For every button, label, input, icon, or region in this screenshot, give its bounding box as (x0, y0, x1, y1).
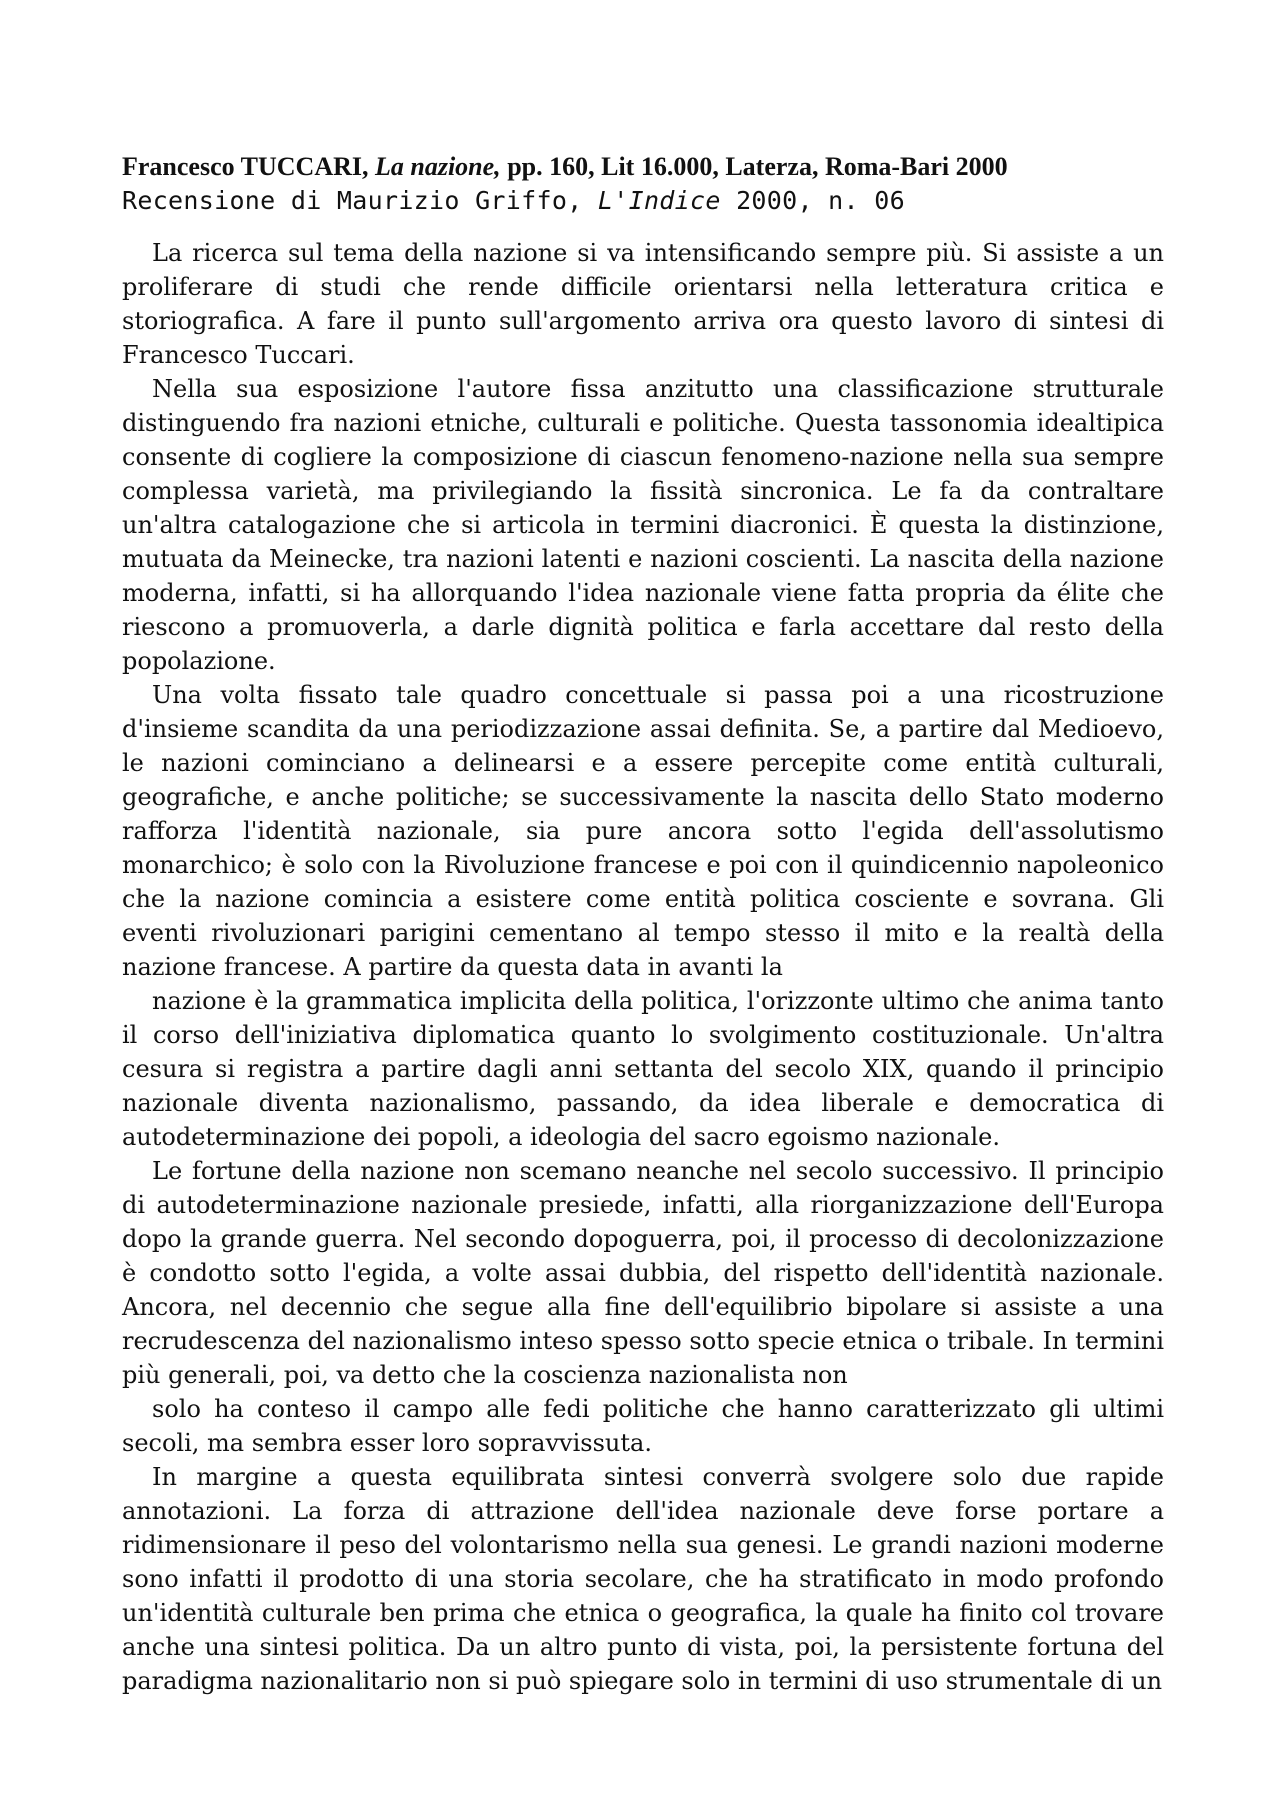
paragraph: nazione è la grammatica implicita della politica, l'orizzonte ultimo che anima tanto il corso dell'iniziativa diplomatica quanto lo svolgimento costituzionale. Un'altra cesura si registra a partire dagli anni settanta del secolo XIX, quando il principio nazionale diventa nazionalismo, passando, da idea liberale e democratica di autodeterminazione dei popoli, a ideologia del sacro egoismo nazionale. (122, 987, 1164, 1151)
reviewer: Recensione di Maurizio Griffo, (122, 186, 583, 215)
author-name: Francesco TUCCARI, (122, 152, 369, 181)
journal-name: L'Indice (597, 186, 721, 215)
book-citation (122, 150, 1164, 184)
paragraph: Le fortune della nazione non scemano neanche nel secolo successivo. Il principio di autodeterminazione nazionale presiede, infatti, alla riorganizzazione dell'Europa dopo la grande guerra. Nel secondo dopoguerra, poi, il processo di decolonizzazione è condotto sotto l'egida, a volte assai dubbia, del rispetto dell'identità nazionale. Ancora, nel decennio che segue alla fine dell'equilibrio bipolare si assiste a una recrudescenza del nazionalismo inteso spesso sotto specie etnica o tribale. In termini più generali, poi, va detto che la coscienza nazionalista non (122, 1157, 1164, 1389)
issue-info: 2000, n. 06 (736, 186, 905, 215)
document-page (122, 150, 1164, 1698)
review-attribution (122, 184, 1164, 218)
book-details: pp. 160, Lit 16.000, Laterza, Roma-Bari 2000 (507, 152, 1008, 181)
paragraph: Una volta fissato tale quadro concettuale si passa poi a una ricostruzione d'insieme scandita da una periodizzazione assai definita. Se, a partire dal Medioevo, le nazioni cominciano a delinearsi e a essere percepite come entità culturali, geografiche, e anche politiche; se successivamente la nascita dello Stato moderno rafforza l'identità nazionale, sia pure ancora sotto l'egida dell'assolutismo monarchico; è solo con la Rivoluzione francese e poi con il quindicennio napoleonico che la nazione comincia a esistere come entità politica cosciente e sovrana. Gli eventi rivoluzionari parigini cementano al tempo stesso il mito e la realtà della nazione francese. A partire da questa data in avanti la (122, 681, 1164, 981)
paragraph: In margine a questa equilibrata sintesi converrà svolgere solo due rapide annotazioni. La forza di attrazione dell'idea nazionale deve forse portare a ridimensionare il peso del volontarismo nella sua genesi. Le grandi nazioni moderne sono infatti il prodotto di una storia secolare, che ha stratificato in modo profondo un'identità culturale ben prima che etnica o geografica, la quale ha finito col trovare anche una sintesi politica. Da un altro punto di vista, poi, la persistente fortuna del paradigma nazionalitario non si può spiegare solo in termini di uso strumentale di un (122, 1463, 1164, 1695)
paragraph: solo ha conteso il campo alle fedi politiche che hanno caratterizzato gli ultimi secoli, ma sembra esser loro sopravvissuta. (122, 1395, 1164, 1457)
book-title: La nazione, (375, 152, 501, 181)
paragraph: Nella sua esposizione l'autore fissa anzitutto una classificazione strutturale distinguendo fra nazioni etniche, culturali e politiche. Questa tassonomia idealtipica consente di cogliere la composizione di ciascun fenomeno-nazione nella sua sempre complessa varietà, ma privilegiando la fissità sincronica. Le fa da contraltare un'altra catalogazione che si articola in termini diacronici. È questa la distinzione, mutuata da Meinecke, tra nazioni latenti e nazioni coscienti. La nascita della nazione moderna, infatti, si ha allorquando l'idea nazionale viene fatta propria da élite che riescono a promuoverla, a darle dignità politica e farla accettare dal resto della popolazione. (122, 375, 1164, 675)
review-body (122, 236, 1164, 1698)
paragraph: La ricerca sul tema della nazione si va intensificando sempre più. Si assiste a un proliferare di studi che rende difficile orientarsi nella letteratura critica e storiografica. A fare il punto sull'argomento arriva ora questo lavoro di sintesi di Francesco Tuccari. (122, 239, 1164, 369)
